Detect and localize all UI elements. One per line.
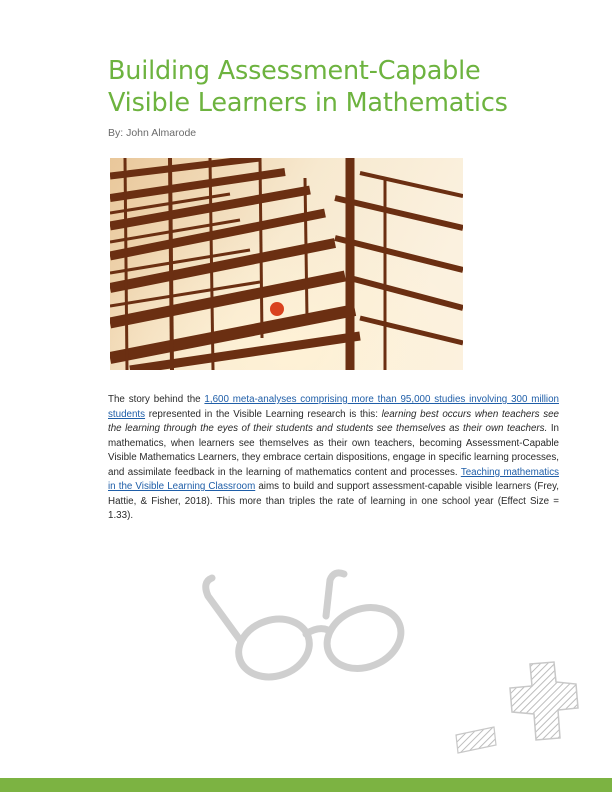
- body-end-text: aims to build and support assessment-capable visible learners (Frey, Hattie, & Fisher, 2018). This more than triples the rate of learning in one school year (Effect Size = 1.33).: [108, 481, 559, 521]
- meta-analyses-link[interactable]: 1,600 meta-analyses comprising more than 95,000 studies involving 300 million students: [108, 394, 559, 420]
- footer-bar: [0, 778, 612, 792]
- teaching-mathematics-link[interactable]: Teaching mathematics in the Visible Learning Classroom: [108, 466, 559, 492]
- body-intro-text: The story behind the: [108, 394, 205, 405]
- body-mid-text: represented in the Visible Learning research is this:: [145, 408, 382, 420]
- body-italic-quote: learning best occurs when teachers see the learning through the eyes of their students and students see themselves as their own teachers.: [108, 408, 559, 434]
- hatched-dash-icon: [452, 725, 498, 755]
- body-mid2-text: In mathematics, when learners see themselves as their own teachers, becoming Assessment-Capable Visible Mathematics Learners, they embrace certain dispositions, engage in specific learning processes, and assimilate feedback in the learning of mathematics content and processes.: [108, 423, 559, 478]
- byline: By: John Almarode: [108, 127, 197, 139]
- title-line-1: Building Assessment-Capable: [108, 56, 481, 86]
- steel-frame-photo: [110, 158, 463, 370]
- plus-cross-icon: [508, 660, 580, 742]
- eyeglasses-icon: [194, 568, 416, 692]
- body-paragraph: [108, 393, 559, 524]
- page-title: [108, 55, 568, 119]
- title-line-2: Visible Learners in Mathematics: [108, 88, 508, 118]
